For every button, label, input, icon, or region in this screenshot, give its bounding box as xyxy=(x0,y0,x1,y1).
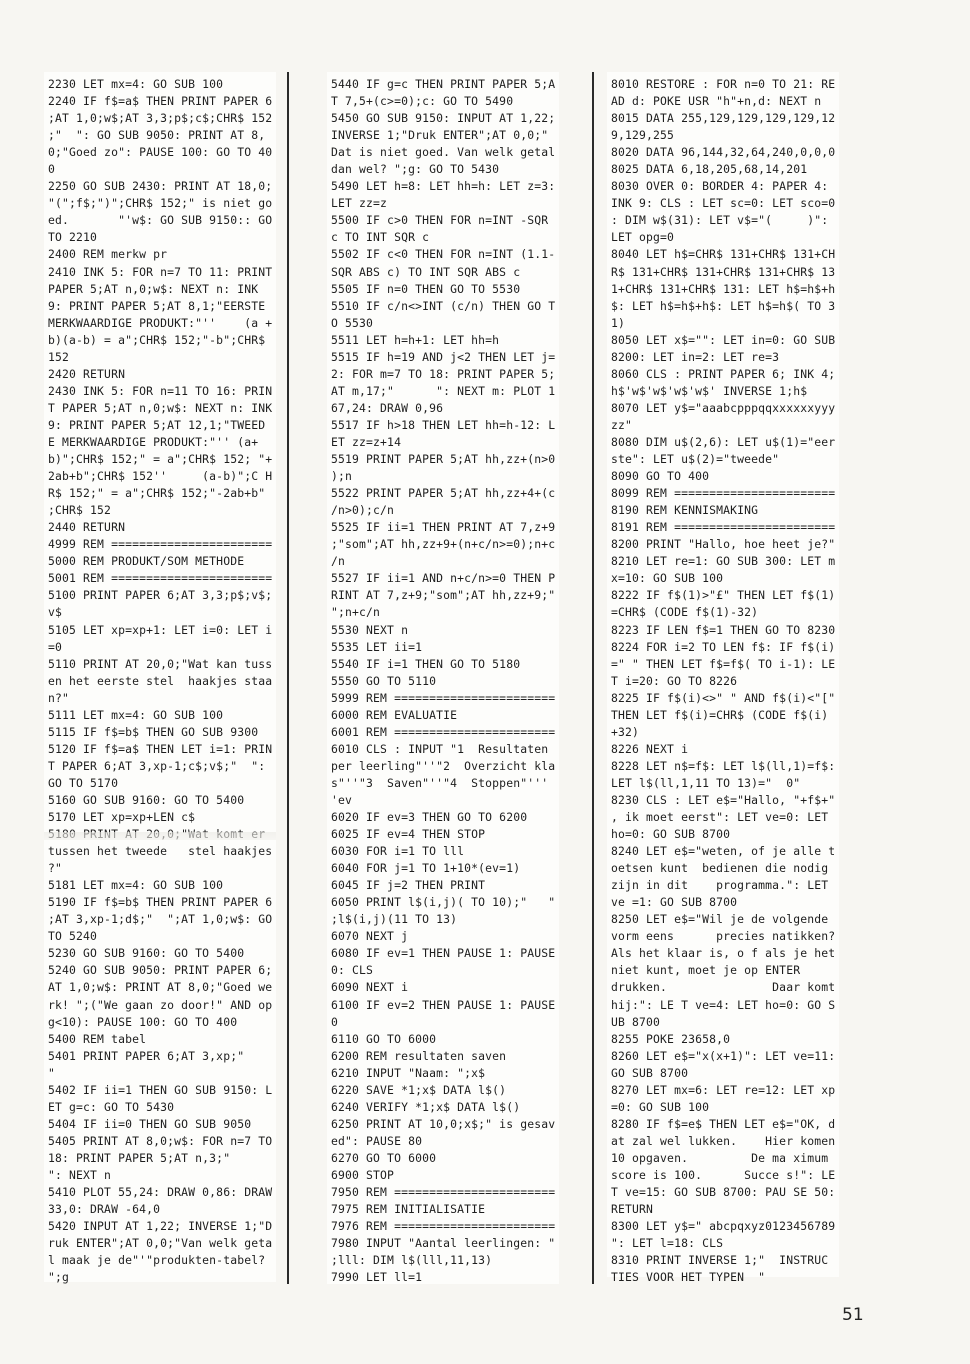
code-lines-3 xyxy=(607,72,899,1286)
code-line: 5519 PRINT PAPER 5;AT hh,zz+(n>0 );n xyxy=(331,452,563,484)
code-line: 6250 PRINT AT 10,0;x$;" is gesav ed": PAUSE 80 xyxy=(331,1116,563,1148)
code-line: 8200 PRINT "Hallo, hoe heet je?" xyxy=(611,537,836,552)
code-line: 8250 LET e$="Wil je de volgende vorm eens precies natikken? Als het klaar is, o f als je het niet kunt, moet je op ENTER drukken. Daar komt hij:": LE T ve=4: LET ho=0: GO SUB 8700 xyxy=(611,912,899,1029)
code-line: 4999 REM ======================= xyxy=(48,537,273,552)
page-number: 51 xyxy=(842,1305,864,1325)
code-line: 8226 NEXT i xyxy=(611,741,689,756)
code-line: 8310 PRINT INVERSE 1;" INSTRUC TIES VOOR HET TYPEN " xyxy=(611,1253,836,1285)
code-line: 8223 IF LEN f$=1 THEN GO TO 8230 xyxy=(611,622,836,637)
code-line: 8050 LET x$="": LET in=0: GO SUB 8200: LET in=2: LET re=3 xyxy=(611,332,843,364)
listing-column-1 xyxy=(44,72,280,1285)
bleed-through-band xyxy=(44,832,276,840)
code-line: 2250 GO SUB 2430: PRINT AT 18,0; "(";f$;")";CHR$ 152;" is niet go ed. "'w$: GO SUB 9150:: GO TO 2210 xyxy=(48,179,280,245)
code-line: 6000 REM EVALUATIE xyxy=(331,707,458,722)
code-line: 6080 IF ev=1 THEN PAUSE 1: PAUSE 0: CLS xyxy=(331,946,563,978)
code-line: 8060 CLS : PRINT PAPER 6; INK 4; h$'w$'w$'w$'w$' INVERSE 1;h$ xyxy=(611,366,843,398)
code-line: 5999 REM ======================= xyxy=(331,690,556,705)
code-line: 5400 REM tabel xyxy=(48,1031,147,1046)
code-line: 5111 LET mx=4: GO SUB 100 xyxy=(48,707,224,722)
code-line: 6025 IF ev=4 THEN STOP xyxy=(331,827,486,842)
code-line: 7950 REM ======================= xyxy=(331,1185,556,1200)
code-line: 5440 IF g=c THEN PRINT PAPER 5;A T 7,5+(c>=0);c: GO TO 5490 xyxy=(331,77,563,109)
code-line: 5522 PRINT PAPER 5;AT hh,zz+4+(c /n>0);c/n xyxy=(331,486,563,518)
code-line: 8260 LET e$="x(x+1)": LET ve=11: GO SUB 8700 xyxy=(611,1048,843,1080)
code-line: 5517 IF h>18 THEN LET hh=h-12: L ET zz=z+14 xyxy=(331,417,563,449)
column-divider-2 xyxy=(592,72,594,1284)
code-line: 8080 DIM u$(2,6): LET u$(1)="eer ste": LET u$(2)="tweede" xyxy=(611,434,843,467)
code-line: 6100 IF ev=2 THEN PAUSE 1: PAUSE 0 xyxy=(331,997,563,1029)
code-line: 5525 IF ii=1 THEN PRINT AT 7,z+9 ;"som";AT hh,zz+9+(n+c/n>=0);n+c /n xyxy=(331,520,563,569)
code-line: 8240 LET e$="weten, of je alle t oetsen kunt bedienen die nodig zijn in dit programma.": LET ve =1: GO SUB 8700 xyxy=(611,844,843,910)
code-line: 2400 REM merkw pr xyxy=(48,247,168,262)
code-line: 2240 IF f$=a$ THEN PRINT PAPER 6 ;AT 1,0;w$;AT 3,3;p$;c$;CHR$ 152 ;" ": GO SUB 9050: PRINT AT 8, 0;"Goed zo": PAUSE 100: GO TO 40 0 xyxy=(48,94,280,177)
column-divider-1 xyxy=(287,72,289,1284)
code-line: 2440 RETURN xyxy=(48,520,126,535)
code-line: 5181 LET mx=4: GO SUB 100 xyxy=(48,878,224,893)
code-line: 5535 LET ii=1 xyxy=(331,639,423,654)
code-line: 8300 LET y$=" abcpqxyz0123456789 ": LET l=18: CLS xyxy=(611,1219,843,1251)
code-lines-1 xyxy=(44,72,280,1286)
code-line: 5100 PRINT PAPER 6;AT 3,3;p$;v$; v$ xyxy=(48,588,280,620)
code-line: 8210 LET re=1: GO SUB 300: LET m x=10: GO SUB 100 xyxy=(611,554,843,586)
code-line: 5550 GO TO 5110 xyxy=(331,673,437,688)
code-line: 5115 IF f$=b$ THEN GO SUB 9300 xyxy=(48,724,259,739)
code-line: 5505 IF n=0 THEN GO TO 5530 xyxy=(331,281,521,296)
code-line: 5110 PRINT AT 20,0;"Wat kan tuss en het eerste stel haakjes staa n?" xyxy=(48,656,280,705)
code-line: 5401 PRINT PAPER 6;AT 3,xp;" " xyxy=(48,1048,280,1080)
code-line: 5404 IF ii=0 THEN GO SUB 9050 xyxy=(48,1116,252,1131)
code-line: 5190 IF f$=b$ THEN PRINT PAPER 6 ;AT 3,xp-1;d$;" ";AT 1,0;w$: GO TO 5240 xyxy=(48,895,280,944)
code-line: 2420 RETURN xyxy=(48,366,126,381)
code-line: 6200 REM resultaten saven xyxy=(331,1048,507,1063)
code-line: 2430 INK 5: FOR n=11 TO 16: PRIN T PAPER 5;AT n,0;w$: NEXT n: INK 9: PRINT PAPER 5;AT 12,1;"TWEED E MERKWAARDIGE PRODUKT:"'' (a+b)";CHR$ 152;" = a";CHR$ 152; "+2ab+b";CHR$ 152'' (a-b)";C HR$ 152;" = a";CHR$ 152;"-2ab+b" ;CHR$ 152 xyxy=(48,383,280,518)
code-line: 8270 LET mx=6: LET re=12: LET xp =0: GO SUB 100 xyxy=(611,1082,843,1114)
code-line: 6001 REM ======================= xyxy=(331,724,556,739)
code-line: 8222 IF f$(1)>"£" THEN LET f$(1) =CHR$ (CODE f$(1)-32) xyxy=(611,588,843,620)
code-line: 8230 CLS : LET e$="Hallo, "+f$+" , ik moet eerst": LET ve=0: LET ho=0: GO SUB 8700 xyxy=(611,792,843,842)
code-line: 6040 FOR j=1 TO 1+10*(ev=1) xyxy=(331,861,521,876)
code-line: 8010 RESTORE : FOR n=0 TO 21: RE AD d: POKE USR "h"+n,d: NEXT n xyxy=(611,77,843,109)
code-lines-2 xyxy=(327,72,563,1286)
code-line: 6030 FOR i=1 TO lll xyxy=(331,844,465,859)
code-line: 5160 GO SUB 9160: GO TO 5400 xyxy=(48,792,245,807)
code-line: 8025 DATA 6,18,205,68,14,201 xyxy=(611,162,808,177)
code-line: 8225 IF f$(i)<>" " AND f$(i)<"[" THEN LET f$(i)=CHR$ (CODE f$(i) +32) xyxy=(611,690,843,739)
code-line: 8020 DATA 96,144,32,64,240,0,0,0 xyxy=(611,145,836,160)
code-line: 6045 IF j=2 THEN PRINT xyxy=(331,878,486,893)
code-line: 5515 IF h=19 AND j<2 THEN LET j= 2: FOR m=7 TO 18: PRINT PAPER 5; AT m,17;" ": NEXT m: PLOT 167,24: DRAW 0,96 xyxy=(331,349,563,415)
code-line: 7976 REM ======================= xyxy=(331,1219,556,1234)
code-line: 2230 LET mx=4: GO SUB 100 xyxy=(48,77,224,91)
code-line: 5500 IF c>0 THEN FOR n=INT -SQR c TO INT SQR c xyxy=(331,213,556,245)
code-line: 6020 IF ev=3 THEN GO TO 6200 xyxy=(331,810,528,825)
code-line: 5120 IF f$=a$ THEN LET i=1: PRIN T PAPER 6;AT 3,xp-1;c$;v$;" ": GO TO 5170 xyxy=(48,741,280,790)
code-line: 6090 NEXT i xyxy=(331,980,409,995)
code-line: 5402 IF ii=1 THEN GO SUB 9150: L ET g=c: GO TO 5430 xyxy=(48,1082,280,1114)
code-line: 5000 REM PRODUKT/SOM METHODE xyxy=(48,554,245,569)
code-line: 8255 POKE 23658,0 xyxy=(611,1031,731,1046)
code-line: 5510 IF c/n<>INT (c/n) THEN GO T O 5530 xyxy=(331,298,563,330)
code-line: 5530 NEXT n xyxy=(331,622,409,637)
code-line: 8015 DATA 255,129,129,129,129,12 9,129,255 xyxy=(611,111,843,143)
code-line: 8190 REM KENNISMAKING xyxy=(611,503,759,518)
code-line: 8040 LET h$=CHR$ 131+CHR$ 131+CH R$ 131+CHR$ 131+CHR$ 131+CHR$ 13 1+CHR$ 131+CHR$ 131: LET h$=h$+h $: LET h$=h$+h$: LET h$=h$( TO 3 1) xyxy=(611,247,843,330)
code-line: 7975 REM INITIALISATIE xyxy=(331,1202,486,1217)
code-line: 5540 IF i=1 THEN GO TO 5180 xyxy=(331,656,521,671)
code-line: 6050 PRINT l$(i,j)( TO 10);" " ;l$(i,j)(11 TO 13) xyxy=(331,895,563,927)
code-line: 8280 IF f$=e$ THEN LET e$="OK, d at zal wel lukken. Hier komen 10 opgaven. De ma ximum score is 100. Succe s!": LET ve=15: GO SUB 8700: PAU SE 50: RETURN xyxy=(611,1116,843,1217)
code-line: 8090 GO TO 400 xyxy=(611,469,710,484)
code-line: 6220 SAVE *1;x$ DATA l$() xyxy=(331,1082,507,1097)
code-line: 7990 LET ll=1 xyxy=(331,1270,423,1285)
code-line: 5405 PRINT AT 8,0;w$: FOR n=7 TO 18: PRINT PAPER 5;AT n,3;" ": NEXT n xyxy=(48,1133,280,1182)
code-line: 6110 GO TO 6000 xyxy=(331,1031,437,1046)
code-line: 5105 LET xp=xp+1: LET i=0: LET i =0 xyxy=(48,622,280,654)
code-line: 5001 REM ======================= xyxy=(48,571,273,586)
code-line: 6070 NEXT j xyxy=(331,929,409,944)
code-line: 8191 REM ======================= xyxy=(611,520,836,535)
code-line: 6900 STOP xyxy=(331,1168,395,1182)
code-line: 8070 LET y$="aaabcpppqqxxxxxxyyy zz" xyxy=(611,400,843,432)
code-line: 5420 INPUT AT 1,22; INVERSE 1;"D ruk ENTER";AT 0,0;"Van welk geta l maak je de"'"produkten-tabel? ";g xyxy=(48,1219,280,1285)
code-line: 5490 LET h=8: LET hh=h: LET z=3: LET zz=z xyxy=(331,179,563,211)
code-line: 5240 GO SUB 9050: PRINT PAPER 6; AT 1,0;w$: PRINT AT 8,0;"Goed we rk! ";("We gaan zo door!" AND op g<10): PAUSE 100: GO TO 400 xyxy=(48,963,280,1029)
code-line: 5410 PLOT 55,24: DRAW 0,86: DRAW 33,0: DRAW -64,0 xyxy=(48,1185,280,1217)
code-line: 6010 CLS : INPUT "1 Resultaten per leerling"''"2 Overzicht kla s"''"3 Saven"''"4 Stoppen"''' 'ev xyxy=(331,741,563,807)
code-line: 6210 INPUT "Naam: ";x$ xyxy=(331,1065,486,1080)
code-line: 5230 GO SUB 9160: GO TO 5400 xyxy=(48,946,245,961)
code-line: 8099 REM ======================= xyxy=(611,486,836,501)
listing-column-2 xyxy=(327,72,563,1285)
code-line: 5527 IF ii=1 AND n+c/n>=0 THEN P RINT AT 7,z+9;"som";AT hh,zz+9;" ";n+c/n xyxy=(331,571,563,620)
code-line: 5170 LET xp=xp+LEN c$ xyxy=(48,810,196,825)
code-line: 5502 IF c<0 THEN FOR n=INT (1.1- SQR ABS c) TO INT SQR ABS c xyxy=(331,247,563,279)
code-line: 6270 GO TO 6000 xyxy=(331,1150,437,1165)
code-line: 2410 INK 5: FOR n=7 TO 11: PRINT PAPER 5;AT n,0;w$: NEXT n: INK 9: PRINT PAPER 5;AT 8,1;"EERSTE MERKWAARDIGE PRODUKT:"'' (a +b)(a-b) = a";CHR$ 152;"-b";CHR$ 152 xyxy=(48,264,280,364)
listing-column-3 xyxy=(607,72,899,1285)
code-line: 8224 FOR i=2 TO LEN f$: IF f$(i) =" " THEN LET f$=f$( TO i-1): LE T i=20: GO TO 8226 xyxy=(611,639,843,688)
code-line: 7980 INPUT "Aantal leerlingen: " ;lll: DIM l$(lll,11,13) xyxy=(331,1236,563,1268)
code-line: 5511 LET h=h+1: LET hh=h xyxy=(331,332,500,347)
code-line: 8030 OVER 0: BORDER 4: PAPER 4: INK 9: CLS : LET sc=0: LET sco=0 : DIM w$(31): LET v$="( )": LET opg=0 xyxy=(611,179,843,245)
code-line: 8228 LET n$=f$: LET l$(ll,1)=f$: LET l$(ll,1,11 TO 13)=" 0" xyxy=(611,758,843,790)
code-line: tussen het tweede stel haakjes ?" xyxy=(48,844,273,876)
code-line: 6240 VERIFY *1;x$ DATA l$() xyxy=(331,1099,521,1114)
code-line: 5450 GO SUB 9150: INPUT AT 1,22; INVERSE 1;"Druk ENTER";AT 0,0;" Dat is niet goed. Van welk getal dan wel? ";g: GO TO 5430 xyxy=(331,111,563,177)
